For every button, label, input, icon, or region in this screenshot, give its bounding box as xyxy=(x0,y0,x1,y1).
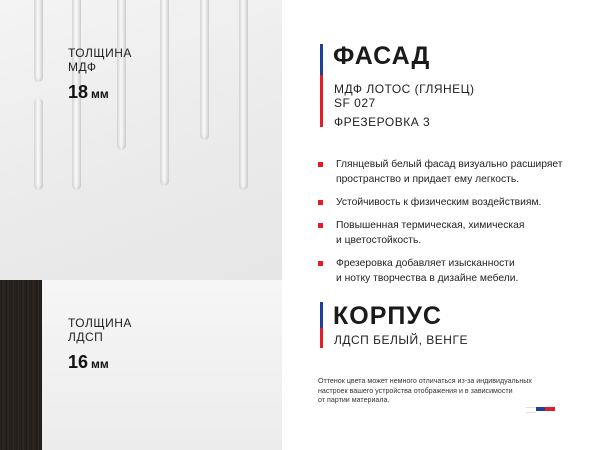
facade-sample-image xyxy=(0,0,282,280)
list-item xyxy=(318,218,588,248)
milling-groove xyxy=(34,98,43,190)
milling-groove xyxy=(34,0,43,82)
feature-text: Глянцевый белый фасад визуально расширяет пространство и придает ему легкость. xyxy=(336,159,563,185)
flag-icon xyxy=(526,407,555,411)
facade-title: ФАСАД xyxy=(333,42,431,70)
milling-groove xyxy=(200,0,209,140)
facade-code: SF 027 xyxy=(334,96,376,110)
body-thickness-value xyxy=(68,352,109,373)
bullet-icon xyxy=(318,223,323,228)
facade-material: МДФ ЛОТОС (ГЛЯНЕЦ) xyxy=(334,82,475,96)
body-sample-image xyxy=(0,280,282,450)
flag-stripe-red xyxy=(545,407,555,411)
color-disclaimer: Оттенок цвета может немного отличаться из-за индивидуальных настроек вашего устройства отображения и в зависимости от партии материала. xyxy=(318,377,532,405)
facade-accent-bar-red xyxy=(320,75,323,127)
milling-groove xyxy=(117,0,126,150)
facade-thickness-value xyxy=(68,82,109,103)
list-item xyxy=(318,256,588,286)
facade-thickness-unit: мм xyxy=(91,87,109,101)
facade-thickness-label: ТОЛЩИНА МДФ xyxy=(68,46,132,74)
feature-text: Фрезеровка добавляет изысканности и нотку творчества в дизайне мебели. xyxy=(336,258,519,284)
body-material: ЛДСП БЕЛЫЙ, ВЕНГЕ xyxy=(334,333,468,347)
body-thickness-number: 16 xyxy=(68,352,89,372)
milling-groove xyxy=(160,0,169,186)
body-accent-bar-red xyxy=(320,328,323,348)
milling-groove xyxy=(239,0,248,190)
facade-thickness-number: 18 xyxy=(68,82,89,102)
feature-text: Устойчивость к физическим воздействиям. xyxy=(336,197,542,208)
flag-stripe-white xyxy=(526,407,536,413)
facade-feature-list xyxy=(318,157,588,294)
flag-stripe-blue xyxy=(536,407,546,411)
body-thickness-unit: мм xyxy=(91,357,109,371)
bullet-icon xyxy=(318,200,323,205)
body-thickness-label: ТОЛЩИНА ЛДСП xyxy=(68,316,132,344)
facade-accent-bar-blue xyxy=(320,44,323,75)
feature-text: Повышенная термическая, химическая и цветостойкость. xyxy=(336,220,525,246)
body-accent-bar-blue xyxy=(320,302,323,328)
list-item xyxy=(318,195,588,210)
list-item xyxy=(318,157,588,187)
facade-milling: ФРЕЗЕРОВКА 3 xyxy=(334,115,431,129)
bullet-icon xyxy=(318,261,323,266)
bullet-icon xyxy=(318,162,323,167)
body-title: КОРПУС xyxy=(333,302,442,330)
wenge-board xyxy=(0,280,42,450)
